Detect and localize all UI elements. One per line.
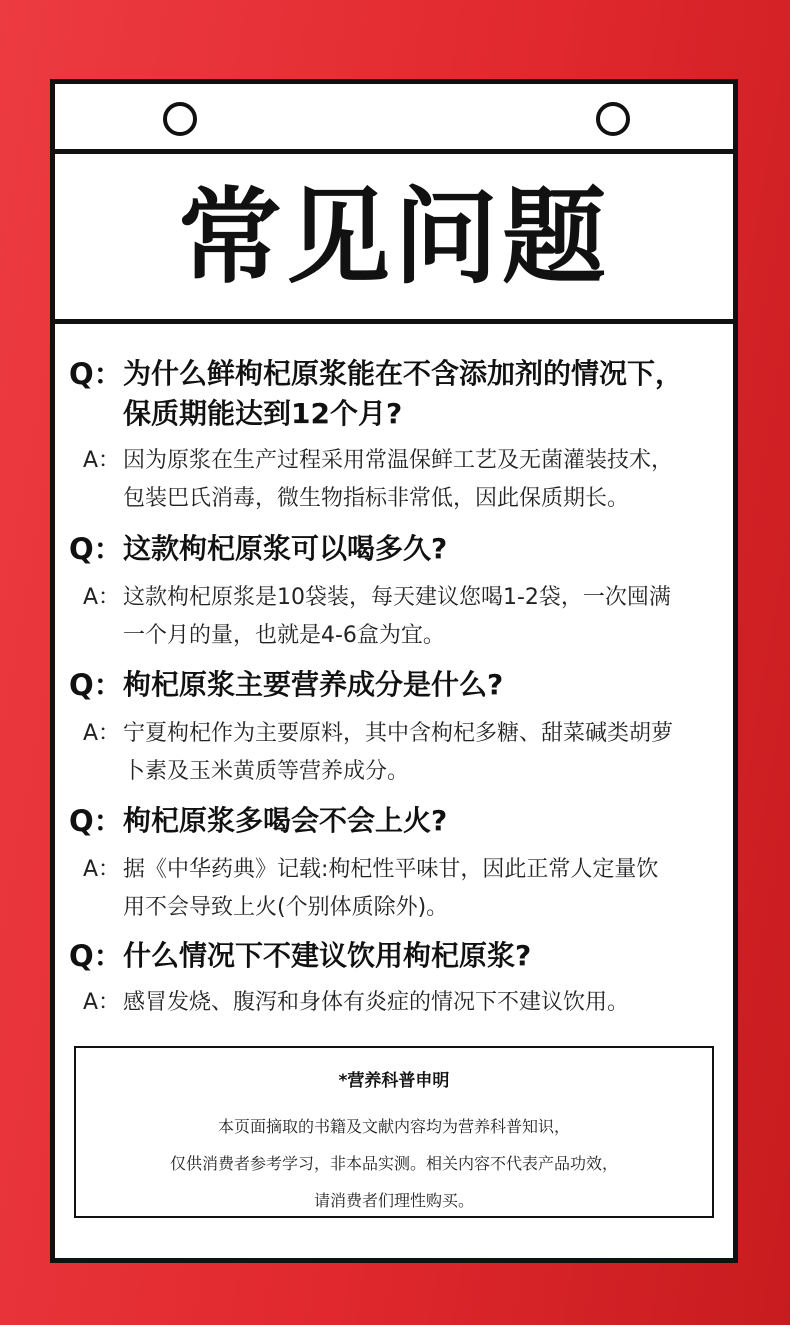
faq-question xyxy=(69,936,723,976)
question-line: 枸杞原浆主要营养成分是什么? xyxy=(123,668,504,701)
answer-prefix: A： xyxy=(83,448,121,473)
question-prefix: Q： xyxy=(69,532,123,566)
binder-hole-left-icon xyxy=(163,102,197,136)
faq-answer xyxy=(83,579,723,655)
answer-line: 用不会导致上火(个别体质除外)。 xyxy=(123,895,449,920)
binder-strip xyxy=(55,84,733,154)
question-line: 保质期能达到12个月? xyxy=(123,397,403,430)
page-title: 常见问题 xyxy=(177,175,610,298)
question-line: 这款枸杞原浆可以喝多久? xyxy=(123,532,448,565)
answer-line: 包装巴氏消毒，微生物指标非常低，因此保质期长。 xyxy=(123,486,630,511)
nutrition-notice-box xyxy=(74,1046,714,1218)
question-prefix: Q： xyxy=(69,804,123,838)
answer-line: 因为原浆在生产过程采用常温保鲜工艺及无菌灌装技术， xyxy=(123,448,674,473)
answer-line: 据《中华药典》记载:枸杞性平味甘，因此正常人定量饮 xyxy=(123,857,659,882)
faq-question xyxy=(69,665,723,705)
faq-question xyxy=(69,801,723,841)
question-line: 什么情况下不建议饮用枸杞原浆? xyxy=(123,939,532,972)
answer-line: 感冒发烧、腹泻和身体有炎症的情况下不建议饮用。 xyxy=(123,990,630,1015)
answer-prefix: A： xyxy=(83,990,121,1015)
faq-question xyxy=(69,354,723,434)
answer-line: 卜素及玉米黄质等营养成分。 xyxy=(123,759,410,784)
answer-line: 这款枸杞原浆是10袋装，每天建议您喝1-2袋，一次囤满 xyxy=(123,585,671,610)
question-line: 为什么鲜枸杞原浆能在不含添加剂的情况下， xyxy=(123,357,684,390)
question-line: 枸杞原浆多喝会不会上火? xyxy=(123,804,448,837)
answer-prefix: A： xyxy=(83,585,121,610)
notice-line: 请消费者们理性购买。 xyxy=(313,1191,474,1210)
notice-line: 本页面摘取的书籍及文献内容均为营养科普知识， xyxy=(217,1117,570,1136)
answer-line: 宁夏枸杞作为主要原料，其中含枸杞多糖、甜菜碱类胡萝 xyxy=(123,721,674,746)
binder-hole-right-icon xyxy=(596,102,630,136)
title-band xyxy=(55,154,733,324)
notice-title: *营养科普申明 xyxy=(338,1071,450,1091)
faq-question xyxy=(69,529,723,569)
question-prefix: Q： xyxy=(69,357,123,391)
answer-line: 一个月的量，也就是4-6盒为宜。 xyxy=(123,623,445,648)
notice-line: 仅供消费者参考学习，非本品实测。相关内容不代表产品功效， xyxy=(169,1154,618,1173)
faq-card xyxy=(50,79,738,1263)
faq-answer xyxy=(83,442,723,518)
question-prefix: Q： xyxy=(69,668,123,702)
answer-prefix: A： xyxy=(83,721,121,746)
faq-answer xyxy=(83,984,723,1022)
answer-prefix: A： xyxy=(83,857,121,882)
question-prefix: Q： xyxy=(69,939,123,973)
faq-answer xyxy=(83,851,723,927)
faq-answer xyxy=(83,715,723,791)
